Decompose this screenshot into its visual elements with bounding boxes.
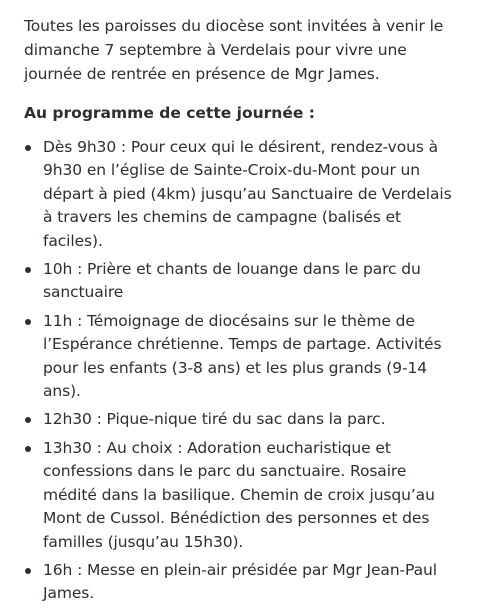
- program-item-text: 12h30 : Pique-nique tiré du sac dans la parc.: [43, 410, 386, 429]
- bullet-icon: [25, 417, 31, 423]
- program-item-text: 11h : Témoignage de diocésains sur le thème de l’Espérance chrétienne. Temps de partage. Activités pour les enfants (3-8 ans) et les plus grands (9-14 ans).: [43, 311, 442, 401]
- program-item: [24, 437, 464, 554]
- bullet-icon: [25, 568, 31, 574]
- article-body: [24, 14, 464, 611]
- intro-paragraph: Toutes les paroisses du diocèse sont invitées à venir le dimanche 7 septembre à Verdelais pour vivre une journée de rentrée en présence de Mgr James.: [24, 17, 444, 83]
- program-heading: Au programme de cette journée :: [24, 104, 315, 122]
- bullet-icon: [25, 145, 31, 151]
- program-list: [24, 136, 464, 606]
- program-item-text: 10h : Prière et chants de louange dans le parc du sanctuaire: [43, 260, 421, 302]
- program-item-text: 13h30 : Au choix : Adoration eucharistique et confessions dans le parc du sanctuaire. Rosaire médité dans la basilique. Chemin de croix jusqu’au Mont de Cussol. Bénédiction des personnes et des familles (jusqu’au 15h30).: [43, 438, 435, 551]
- bullet-icon: [25, 446, 31, 452]
- bullet-icon: [25, 319, 31, 325]
- program-item: [24, 136, 464, 253]
- program-item: [24, 258, 464, 305]
- program-item: [24, 559, 464, 606]
- program-item: [24, 310, 464, 404]
- program-item-text: 16h : Messe en plein-air présidée par Mgr Jean-Paul James.: [43, 560, 437, 603]
- program-item: [24, 408, 464, 431]
- program-item-text: Dès 9h30 : Pour ceux qui le désirent, rendez-vous à 9h30 en l’église de Sainte-Croix-du-Mont pour un départ à pied (4km) jusqu’au Sanctuaire de Verdelais à travers les chemins de campagne (balisés et faciles).: [43, 138, 452, 250]
- bullet-icon: [25, 267, 31, 273]
